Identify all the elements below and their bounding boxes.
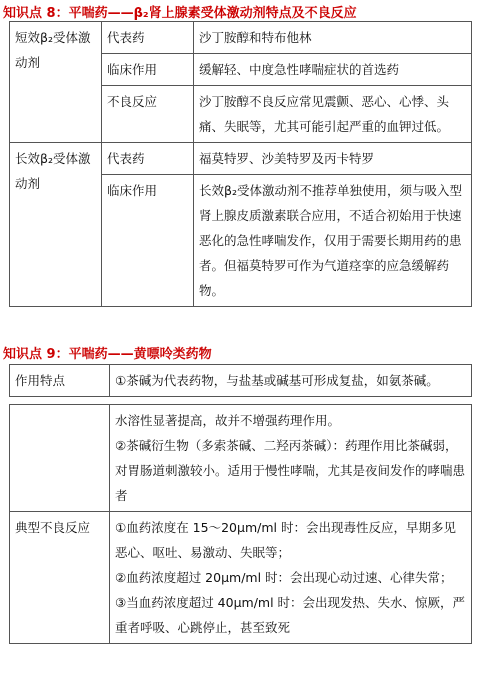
empty-label-cell (10, 405, 110, 512)
row-content: 福莫特罗、沙美特罗及丙卡特罗 (194, 143, 472, 175)
row-content: 长效β₂受体激动剂不推荐单独使用，须与吸入型肾上腺皮质激素联合应用，不适合初始用于快速恶化的急性哮喘发作，仅用于需要长期用药的患者。但福莫特罗可作为气道痉挛的应急缓解药物。 (194, 175, 472, 307)
table-row (10, 405, 472, 512)
table-row (10, 365, 472, 397)
table-row (10, 143, 472, 175)
adverse-item-2: ②血药浓度超过 20μm/ml 时：会出现心动过速、心律失常； (115, 570, 453, 585)
row-content: 缓解轻、中度急性哮喘症状的首选药 (194, 54, 472, 86)
long-acting-group-label (10, 143, 102, 307)
table-row (10, 512, 472, 644)
long-acting-name: 长效β₂受体激动剂 (15, 151, 91, 191)
row-label: 不良反应 (102, 86, 194, 143)
row-content: 沙丁胺醇和特布他林 (194, 22, 472, 54)
section-9-heading: 知识点 9：平喘药——黄嘌呤类药物 (3, 347, 212, 362)
short-acting-group-label (10, 22, 102, 143)
continued-line-1: 水溶性显著提高，故并不增强药理作用。 (115, 413, 341, 428)
xanthine-continued-table (9, 404, 472, 644)
continued-line-2: ②茶碱衍生物（多索茶碱、二羟丙茶碱）：药理作用比茶碱弱，对胃肠道刺激较小。适用于慢性哮喘，尤其是夜间发作的哮喘患者 (115, 438, 466, 503)
adverse-content (110, 512, 472, 644)
adverse-label: 典型不良反应 (10, 512, 110, 644)
row-label: 代表药 (102, 143, 194, 175)
row-label: 代表药 (102, 22, 194, 54)
adverse-item-3: ③当血药浓度超过 40μm/ml 时：会出现发热、失水、惊厥，严重者呼吸、心跳停止，甚至致死 (115, 595, 466, 635)
row-content: 沙丁胺醇不良反应常见震颤、恶心、心悸、头痛、失眠等，尤其可能引起严重的血钾过低。 (194, 86, 472, 143)
xanthine-feature-table (9, 364, 472, 397)
feature-content: ①茶碱为代表药物，与盐基或碱基可形成复盐，如氨茶碱。 (110, 365, 472, 397)
short-acting-name: 短效β₂受体激动剂 (15, 30, 91, 70)
beta2-agonist-table (9, 21, 472, 307)
table-row (10, 22, 472, 54)
continued-content (110, 405, 472, 512)
section-8-heading: 知识点 8：平喘药——β₂肾上腺素受体激动剂特点及不良反应 (3, 6, 357, 21)
adverse-item-1: ①血药浓度在 15～20μm/ml 时：会出现毒性反应，早期多见恶心、呕吐、易激动、失眠等； (115, 520, 456, 560)
feature-label: 作用特点 (10, 365, 110, 397)
row-label: 临床作用 (102, 54, 194, 86)
row-label: 临床作用 (102, 175, 194, 307)
